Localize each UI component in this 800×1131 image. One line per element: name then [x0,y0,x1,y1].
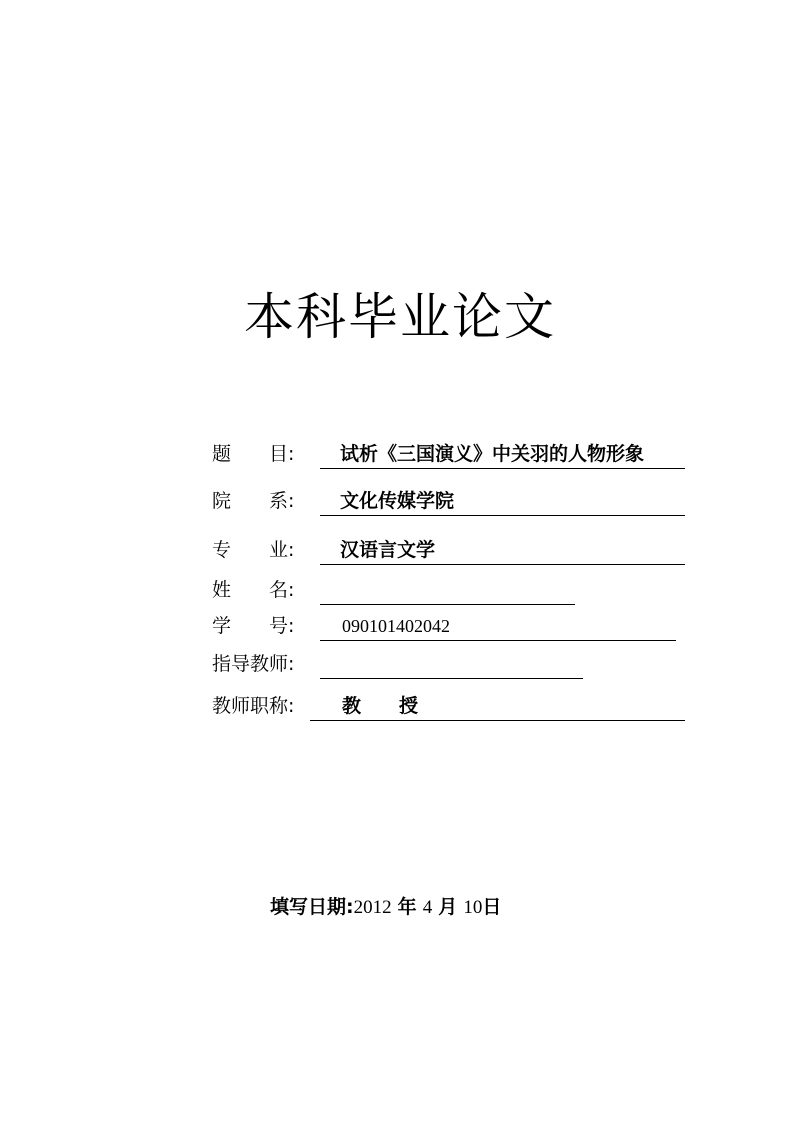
field-department [212,487,687,515]
field-value-advisor-title: 教 授 [342,695,419,717]
field-name [212,576,687,604]
fill-date-month: 4 [422,897,433,918]
fill-date [270,894,501,921]
field-value-major: 汉语言文学 [340,539,436,561]
advisor-underline [320,650,583,679]
field-thesis-topic [212,440,687,468]
fill-date-year: 2012 [353,897,392,918]
field-label-department: 院 系: [212,490,295,512]
field-label-name: 姓 名: [212,579,295,601]
field-advisor [212,650,687,678]
fill-date-month-unit: 月 [438,896,458,918]
fill-date-year-unit: 年 [397,896,417,918]
field-label-advisor-title: 教师职称: [212,695,295,717]
fill-date-label: 填写日期: [270,896,354,918]
field-label-advisor: 指导教师: [212,653,295,675]
document-title: 本科毕业论文 [244,288,556,346]
field-value-topic: 试析《三国演义》中关羽的人物形象 [340,443,645,465]
field-label-topic: 题 目: [212,443,295,465]
field-advisor-title [212,692,687,720]
fill-date-day: 10 [463,897,483,918]
field-label-major: 专 业: [212,539,295,561]
field-student-id [212,612,687,640]
field-label-student-id: 学 号: [212,615,295,637]
name-underline [320,576,575,605]
field-value-department: 文化传媒学院 [340,490,455,512]
field-major [212,536,687,564]
field-value-student-id: 090101402042 [342,616,450,636]
fill-date-day-unit: 日 [482,896,502,918]
